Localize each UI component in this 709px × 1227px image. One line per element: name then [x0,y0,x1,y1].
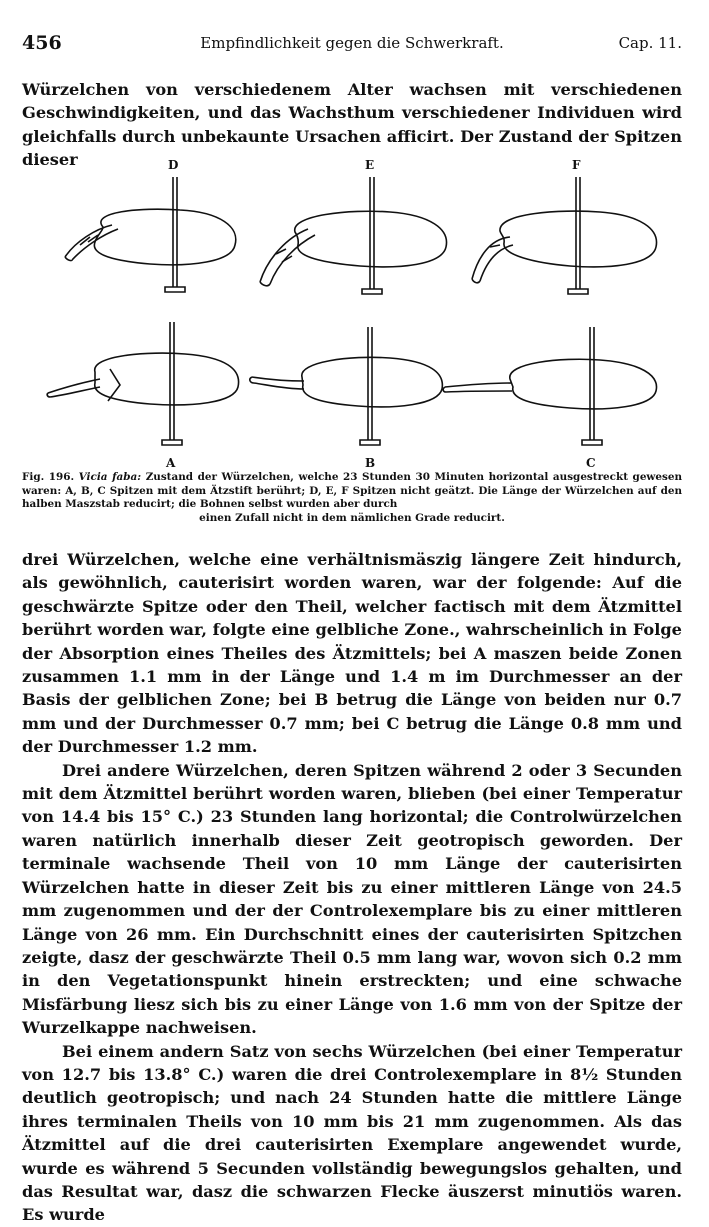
caption-figure-number: Fig. 196. [22,471,75,483]
bean-e [260,177,447,294]
figure-caption [22,471,682,525]
figure-label-e: E [365,158,375,172]
figure-label-d: D [168,158,179,172]
page-header [22,32,682,58]
figure-196 [20,157,688,475]
paragraph-3: Bei einem andern Satz von sechs Würzelchen (bei einer Temperatur von 12.7 bis 13.8° C.) waren die drei Controlexemplare in 8½ Stunden deutlich geotropisch; und nach 24 Stunden hatte die mittlere Länge ihres terminalen Theils von 10 mm bis 21 mm zugenommen. Als das Ätzmittel auf die drei cauterisirten Exemplare angewendet wurde, wurde es während 5 Secunden vollständig bewegungslos gehalten, und das Resultat war, dasz die schwarzen Flecke äuszerst minutiös waren. Es wurde [22,1041,682,1225]
figure-label-f: F [572,158,581,172]
bean-c [443,327,656,445]
chapter-label: Cap. 11. [618,34,682,52]
caption-text-last: einen Zufall nicht in dem nämlichen Grade reducirt. [199,511,505,524]
running-title: Empfindlichkeit gegen die Schwerkraft. [200,34,504,52]
caption-species: Vicia faba: [78,471,142,483]
bean-radicle-illustration [20,157,688,475]
figure-label-c: C [586,456,596,470]
bean-b [250,327,443,445]
figure-label-a: A [166,456,176,470]
paragraph-2: Drei andere Würzelchen, deren Spitzen während 2 oder 3 Secunden mit dem Ätzmittel berührt worden waren, blieben (bei einer Temperatur von 14.4 bis 15° C.) 23 Stunden lang horizontal; die Controlwürzelchen waren natürlich innerhalb dieser Zeit geotropisch geworden. Der terminale wachsende Theil von 10 mm Länge der cauterisirten Würzelchen hatte in dieser Zeit bis zu einer mittleren Länge von 24.5 mm zugenommen und der der Controlexemplare bis zu einer mittleren Länge von 26 mm. Ein Durchschnitt eines der cauterisirten Spitzchen zeigte, dasz der geschwärzte Theil 0.5 mm lang war, wovon sich 0.2 mm in den Vegetationspunkt hinein erstreckten; und eine schwache Misfärbung liesz sich bis zu einer Länge von 1.6 mm von der Spitze der Wurzelkappe nachweisen. [22,760,682,1038]
caption-text: Zustand der Würzelchen, welche 23 Stunden 30 Minuten horizontal ausgestreckt gewesen waren: A, B, C Spitzen mit dem Ätzstift berührt; D, E, F Spitzen nicht geätzt. Die Länge der Würzelchen auf den halben Maszstab reducirt; die Bohnen selbst wurden aber durch [22,471,683,511]
page-number: 456 [22,32,62,54]
paragraph: Würzelchen von verschiedenem Alter wachsen mit verschiedenen Geschwindigkeiten, und das Wachsthum verschiedener Individuen wird gleichfalls durch unbekaunte Ursachen afficirt. Der Zustand der Spitzen dieser [22,80,682,170]
bean-f [472,177,657,294]
figure-label-b: B [365,456,376,470]
paragraph-1: drei Würzelchen, welche eine verhältnismäszig längere Zeit hindurch, als gewöhnlich, cauterisirt worden waren, war der folgende: Auf die geschwärzte Spitze oder den Theil, welcher factisch mit dem Ätzmittel berührt worden war, folgte eine gelbliche Zone., wahrscheinlich in Folge der Absorption eines Theiles des Ätzmittels; bei A maszen beide Zonen zusammen 1.1 mm in der Länge und 1.4 m im Durchmesser an der Basis der gelblichen Zone; bei B betrug die Länge von beiden nur 0.7 mm und der Durchmesser 0.7 mm; bei C betrug die Länge 0.8 mm und der Durchmesser 1.2 mm. [22,550,682,757]
bean-d [65,177,236,292]
bean-a [47,322,238,445]
body-text [22,548,682,1227]
